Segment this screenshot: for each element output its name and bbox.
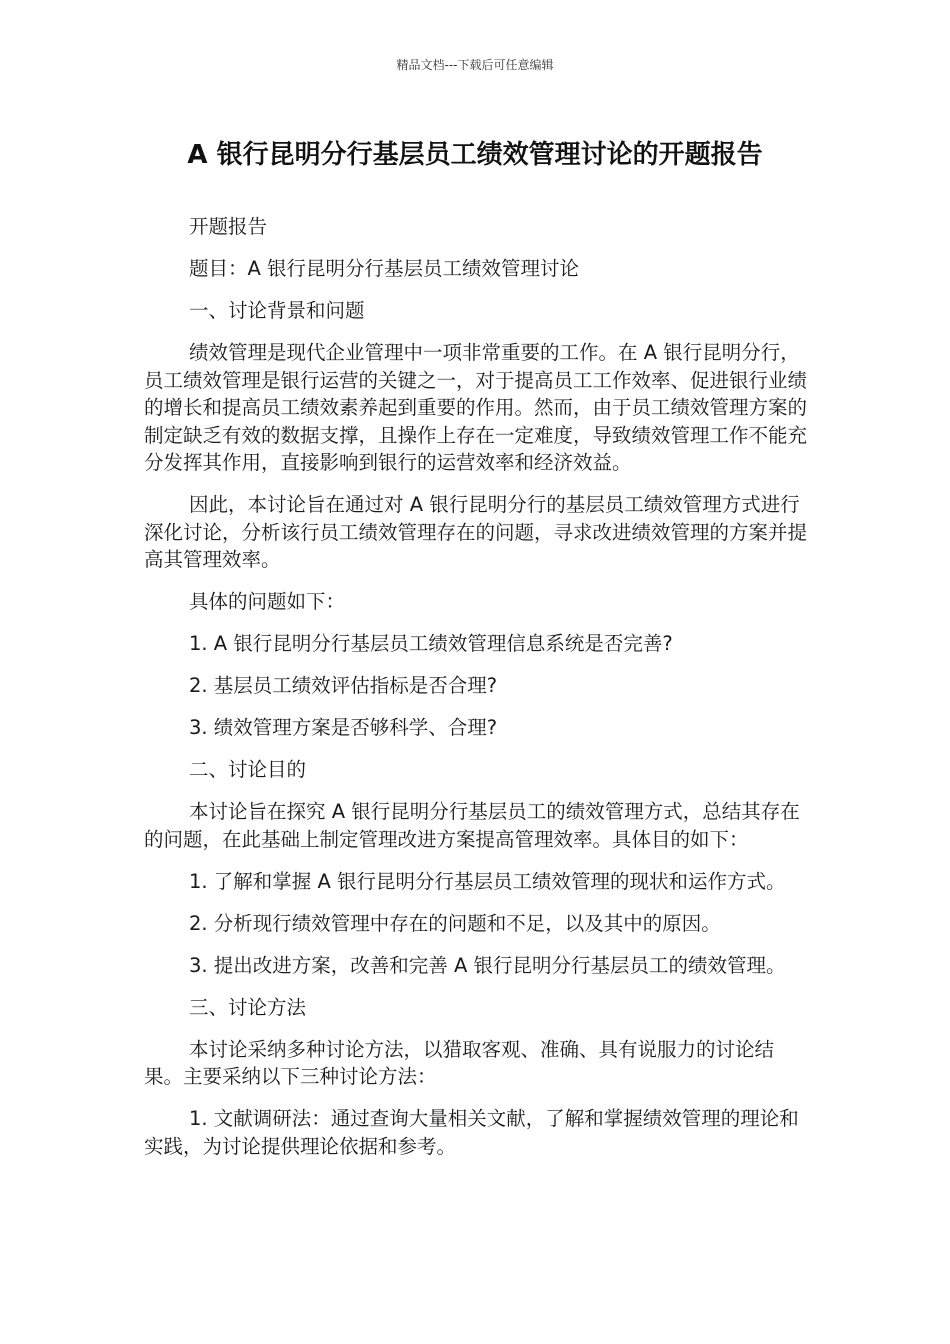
page-header: 精品文档---下载后可任意编辑 [396, 58, 554, 72]
section-heading-purpose: 二、讨论目的 [189, 758, 307, 781]
list-item-question-3: 3. 绩效管理方案是否够科学、合理? [189, 716, 498, 739]
list-item-purpose-2: 2. 分析现行绩效管理中存在的问题和不足，以及其中的原因。 [189, 911, 721, 935]
list-item-purpose-1: 1. 了解和掌握 A 银行昆明分行基层员工绩效管理的现状和运作方式。 [189, 869, 786, 893]
list-item-question-2: 2. 基层员工绩效评估指标是否合理? [189, 674, 498, 697]
paragraph-therefore: 因此，本讨论旨在通过对 A 银行昆明分行的基层员工绩效管理方式进行深化讨论，分析该行员工绩效管理存在的问题，寻求改进绩效管理的方案并提高其管理效率。 [144, 493, 808, 571]
paragraph-method: 本讨论采纳多种讨论方法，以猎取客观、准确、具有说服力的讨论结果。主要采纳以下三种讨论方法： [144, 1037, 775, 1088]
list-item-purpose-3: 3. 提出改进方案，改善和完善 A 银行昆明分行基层员工的绩效管理。 [189, 953, 786, 977]
paragraph-report-label: 开题报告 [189, 215, 268, 238]
document-body [144, 213, 808, 1175]
paragraph-background: 绩效管理是现代企业管理中一项非常重要的工作。在 A 银行昆明分行，员工绩效管理是银行运营的关键之一，对于提高员工工作效率、促进银行业绩的增长和提高员工绩效素养起到重要的作用。然而，由于员工绩效管理方案的制定缺乏有效的数据支撑，且操作上存在一定难度，导致绩效管理工作不能充分发挥其作用，直接影响到银行的运营效率和经济效益。 [144, 341, 808, 474]
list-item-question-1: 1. A 银行昆明分行基层员工绩效管理信息系统是否完善? [189, 632, 673, 655]
paragraph-questions-intro: 具体的问题如下： [189, 590, 346, 613]
paragraph-purpose: 本讨论旨在探究 A 银行昆明分行基层员工的绩效管理方式，总结其存在的问题，在此基础上制定管理改进方案提高管理效率。具体目的如下： [144, 800, 800, 851]
list-item-method-1: 1. 文献调研法：通过查询大量相关文献，了解和掌握绩效管理的理论和实践，为讨论提供理论依据和参考。 [144, 1107, 799, 1158]
document-title: A 银行昆明分行基层员工绩效管理讨论的开题报告 [187, 140, 763, 170]
section-heading-method: 三、讨论方法 [189, 995, 307, 1019]
section-heading-background: 一、讨论背景和问题 [189, 299, 365, 322]
paragraph-topic: 题目：A 银行昆明分行基层员工绩效管理讨论 [189, 257, 580, 280]
